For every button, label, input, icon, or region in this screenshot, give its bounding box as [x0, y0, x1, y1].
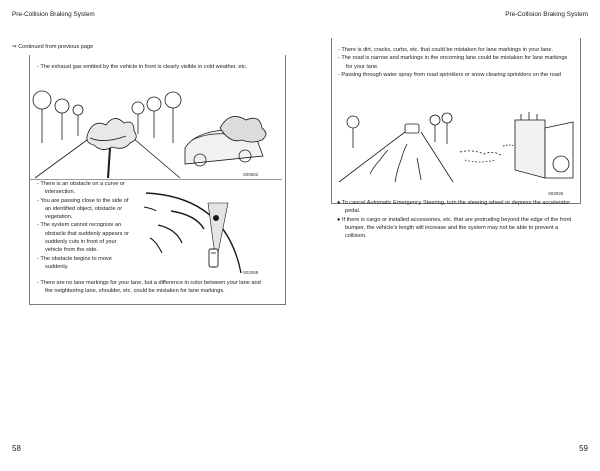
list-item: - The road is narrow and markings in the oncoming lane could be mistaken for lane markings for your lane.: [338, 55, 568, 70]
list-item: - There is dirt, cracks, curbs, etc. that could be mistaken for lane markings in your lane.: [338, 47, 554, 53]
right-page-number: 59: [579, 444, 588, 453]
right-top-list: [338, 46, 574, 79]
lane-marking-illustration: [335, 104, 577, 190]
left-item-exhaust: - The exhaust gas emitted by the vehicle in front is clearly visible in cold weather, etc.: [37, 64, 248, 70]
figure3-code: S02836: [548, 191, 564, 196]
figure1-code: S00652: [243, 172, 259, 177]
continued-note: ⇒ Continued from previous page: [12, 44, 94, 50]
bullet-item: ● To cancel Automatic Emergency Steering, turn the steering wheel or depress the accelerator pedal.: [337, 200, 571, 215]
list-item: - You are passing close to the side of an identified object, obstacle or vegetation.: [37, 197, 129, 221]
list-item: - There are no lane markings for your lane, but a difference in color between your lane and the neighboring lane, shoulder, etc. could be mistaken for lane markings.: [37, 280, 261, 295]
bullet-item: ● If there is cargo or installed accessories, etc. that are protruding beyond the edge of the front bumper, the vehicle’s length will increase and the system may not be able to prevent a collision.: [337, 216, 572, 240]
curve-illustration: [136, 183, 266, 275]
left-page-number: 58: [12, 444, 21, 453]
list-item: - The system cannot recognize an obstacle that suddenly appears or suddenly cuts in front of your vehicle from the side.: [37, 222, 129, 254]
right-page-header: Pre-Collision Braking System: [505, 11, 588, 18]
left-mid-list: [37, 180, 135, 271]
list-item: - There is an obstacle on a curve or intersection.: [37, 181, 125, 196]
list-item: - Passing through water spray from road sprinklers or snow clearing sprinklers on the road: [338, 71, 561, 78]
left-bottom-list: [37, 279, 269, 296]
right-bullet-list: [337, 199, 575, 240]
figure2-code: S02069: [243, 270, 259, 275]
left-page-header: Pre-Collision Braking System: [12, 11, 95, 18]
list-item: - The obstacle begins to move suddenly.: [37, 255, 112, 270]
exhaust-illustration: [30, 88, 270, 180]
